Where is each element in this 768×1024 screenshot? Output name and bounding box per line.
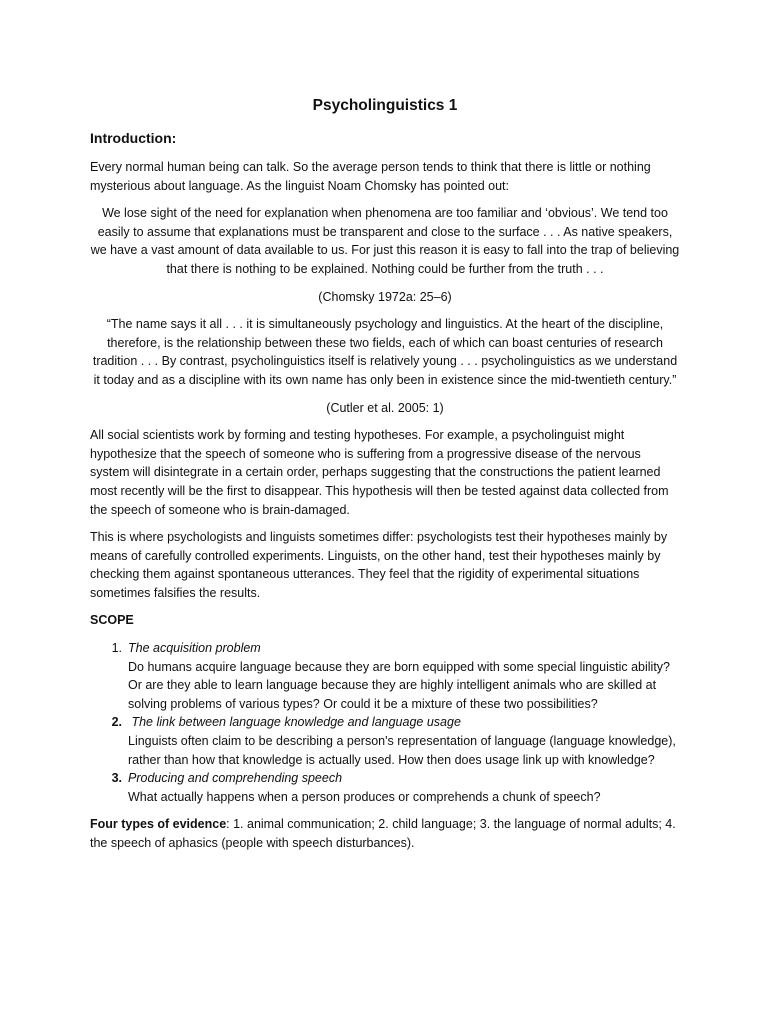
- scope-item-title: The link between language knowledge and language usage: [128, 715, 461, 730]
- hypotheses-paragraph: All social scientists work by forming and testing hypotheses. For example, a psycholinguist might hypothesize that the speech of someone who is suffering from a progressive disease of the nervous system will disintegrate in a certain order, perhaps suggesting that the constructions the patient learned most recently will be the first to disappear. This hypothesis will then be tested against data collected from the speech of someone who is brain-damaged.: [90, 428, 669, 517]
- scope-item-speech: [111, 769, 680, 806]
- scope-item-knowledge-usage: [111, 713, 680, 769]
- document-title: Psycholinguistics 1: [312, 97, 458, 114]
- differ-paragraph: This is where psychologists and linguists sometimes differ: psychologists test their hypotheses mainly by means of carefully controlled experiments. Linguists, on the other hand, test their hypotheses mainly by checking them against spontaneous utterances. They feel that the rigidity of experimental situations sometimes falsifies the results.: [90, 530, 668, 600]
- scope-list: [90, 639, 680, 806]
- scope-item-text: What actually happens when a person produces or comprehends a chunk of speech?: [128, 789, 601, 804]
- chomsky-quote: We lose sight of the need for explanation when phenomena are too familiar and ‘obvious’. We tend too easily to assume that explanations must be transparent and close to the surface . . . As native speakers, we have a vast amount of data available to us. For just this reason it is easy to fall into the trap of believing that there is nothing to be explained. Nothing could be further from the truth . . .: [90, 206, 680, 276]
- evidence-text: : 1. animal communication; 2. child language; 3. the language of normal adults; 4. the speech of aphasics (people with speech disturbances).: [90, 817, 676, 850]
- scope-item-acquisition: [111, 639, 680, 713]
- intro-heading: Introduction:: [90, 130, 177, 146]
- scope-item-number: 1.: [111, 641, 122, 656]
- chomsky-citation: (Chomsky 1972a: 25–6): [318, 289, 452, 304]
- cutler-quote: “The name says it all . . . it is simultaneously psychology and linguistics. At the heart of the discipline, therefore, is the relationship between these two fields, each of which can boast centuries of research tradition . . . By contrast, psycholinguistics itself is relatively young . . . psycholinguistics as we understand it today and as a discipline with its own name has only been in existence since the mid-twentieth century.”: [92, 317, 678, 387]
- cutler-citation: (Cutler et al. 2005: 1): [326, 400, 444, 415]
- scope-item-text: Linguists often claim to be describing a person's representation of language (language knowledge), rather than how that knowledge is actually used. How then does usage link up with knowledge?: [128, 734, 676, 767]
- evidence-label: Four types of evidence: [90, 817, 227, 832]
- scope-item-number: 3.: [111, 771, 122, 786]
- scope-item-number: 2.: [111, 715, 122, 730]
- evidence-paragraph: [90, 815, 680, 852]
- scope-item-title: The acquisition problem: [128, 641, 261, 656]
- scope-heading: SCOPE: [90, 613, 134, 628]
- scope-item-text: Do humans acquire language because they are born equipped with some special linguistic ability? Or are they able to learn language because they are highly intelligent animals who are skilled at solving problems of various types? Or could it be a mixture of these two possibilities?: [128, 659, 670, 711]
- scope-item-title: Producing and comprehending speech: [128, 771, 343, 786]
- intro-paragraph: Every normal human being can talk. So the average person tends to think that there is little or nothing mysterious about language. As the linguist Noam Chomsky has pointed out:: [90, 160, 651, 193]
